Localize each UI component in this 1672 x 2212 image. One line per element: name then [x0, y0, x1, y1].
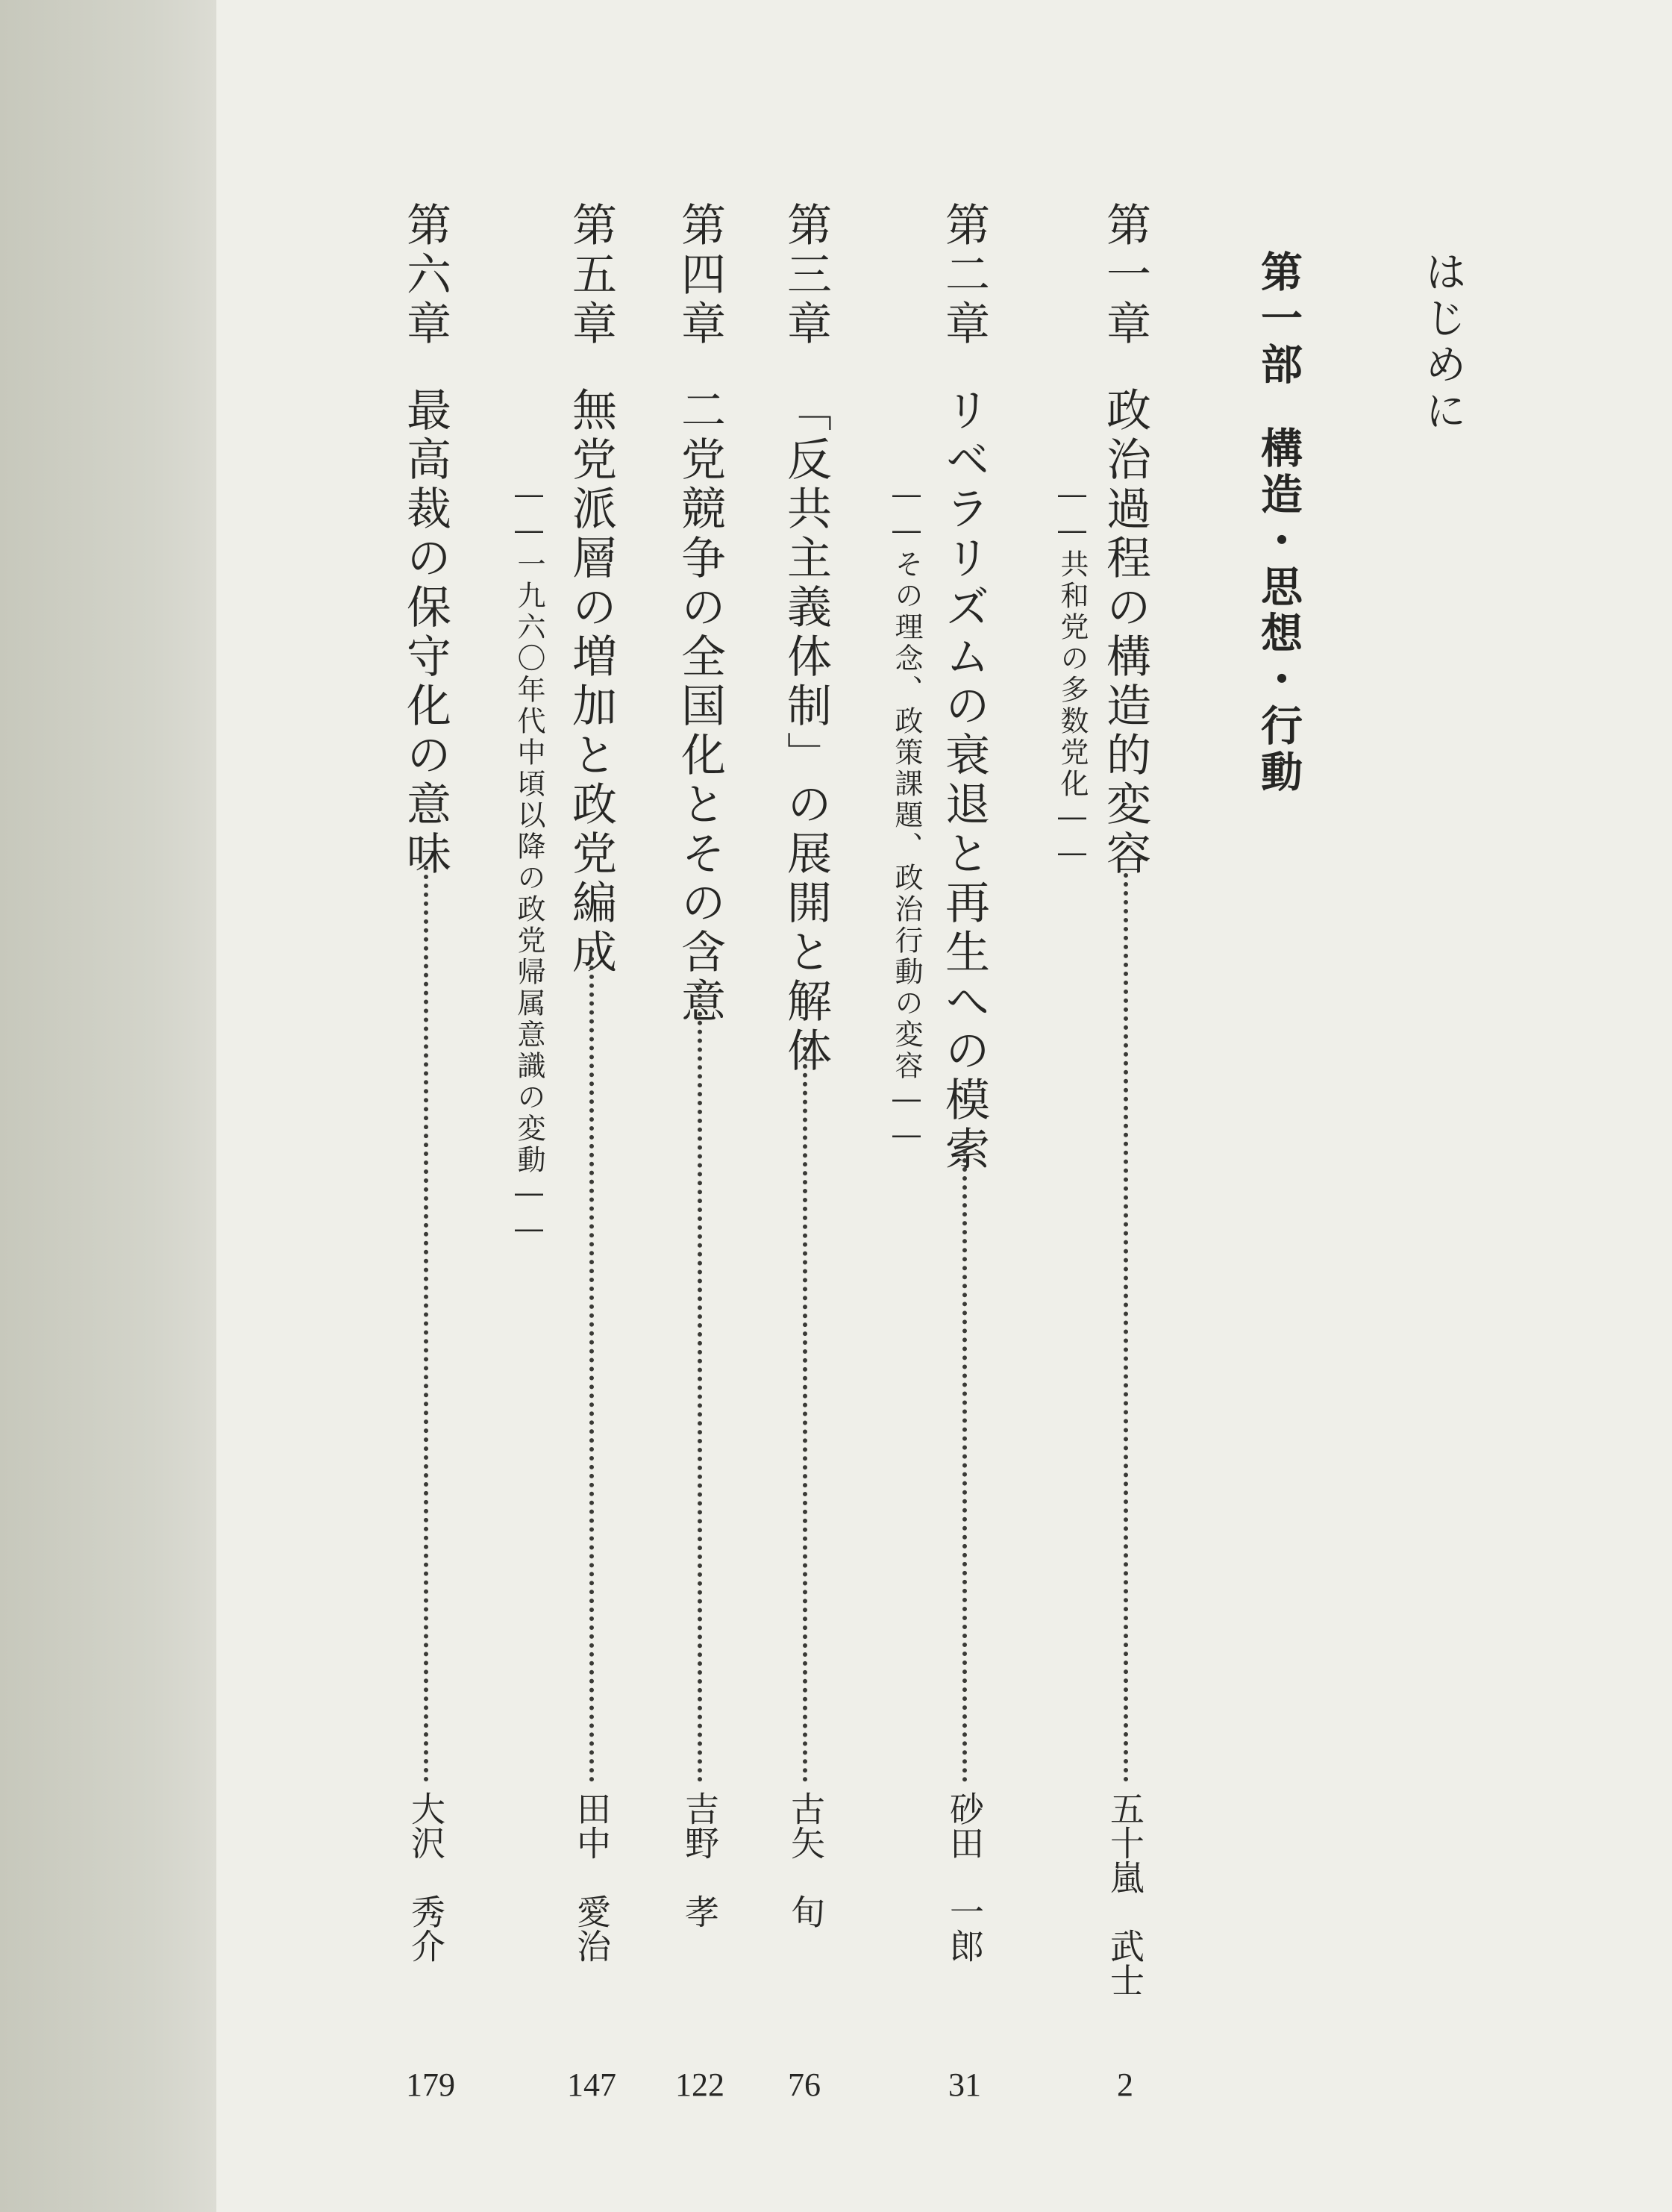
chapter-3-number: 第三章 — [780, 201, 832, 349]
chapter-5-title: 無党派層の増加と政党編成 — [565, 387, 617, 978]
chapter-5-subtitle: ――一九六〇年代中頃以降の政党帰属意識の変動―― — [513, 478, 545, 1248]
chapter-5-number: 第五章 — [565, 201, 617, 349]
chapter-5-page: 147 — [567, 2066, 616, 2103]
chapter-3-page: 76 — [788, 2066, 821, 2103]
part-heading — [1254, 250, 1303, 796]
chapter-3-author: 古矢 旬 — [786, 1791, 826, 1928]
chapter-6-title: 最高裁の保守化の意味 — [399, 387, 451, 879]
chapter-1-number: 第一章 — [1099, 201, 1151, 349]
chapter-6-number: 第六章 — [399, 201, 451, 349]
chapter-2-title: リベラリズムの衰退と再生への模索 — [938, 387, 990, 1175]
chapter-6-heading — [399, 201, 451, 879]
chapter-3-title: 「反共主義体制」の展開と解体 — [780, 387, 832, 1076]
part-title: 構造・思想・行動 — [1254, 426, 1303, 796]
chapter-2-page: 31 — [948, 2066, 981, 2103]
chapter-3-leader — [803, 1037, 807, 1782]
chapter-1-title: 政治過程の構造的変容 — [1099, 387, 1151, 879]
chapter-2-number: 第二章 — [938, 201, 990, 349]
chapter-1-subtitle: ――共和党の多数党化―― — [1056, 478, 1089, 872]
chapter-5-author: 田中 愛治 — [572, 1791, 612, 1963]
part-label: 第一部 — [1254, 250, 1303, 389]
chapter-1-heading — [1099, 201, 1151, 879]
chapter-2-leader — [962, 1149, 967, 1782]
chapter-6-author: 大沢 秀介 — [406, 1791, 446, 1963]
chapter-2-author: 砂田 一郎 — [945, 1791, 985, 1963]
intro-heading: はじめに — [1418, 250, 1467, 435]
chapter-1-page: 2 — [1117, 2066, 1133, 2103]
chapter-4-author: 吉野 孝 — [680, 1791, 720, 1928]
chapter-4-title: 二党競争の全国化とその含意 — [674, 387, 726, 1027]
chapter-6-page: 179 — [406, 2066, 455, 2103]
chapter-1-leader — [1124, 873, 1128, 1782]
chapter-5-leader — [589, 948, 594, 1782]
chapter-6-leader — [424, 866, 428, 1782]
chapter-2-heading — [938, 201, 990, 1175]
book-gutter-shadow — [0, 0, 216, 2212]
chapter-4-page: 122 — [675, 2066, 724, 2103]
chapter-1-author: 五十嵐 武士 — [1105, 1791, 1145, 1997]
chapter-4-number: 第四章 — [674, 201, 726, 349]
chapter-4-heading — [674, 201, 726, 1027]
chapter-5-heading — [565, 201, 617, 978]
chapter-2-subtitle: ――その理念、政策課題、政治行動の変容―― — [890, 478, 923, 1154]
chapter-4-leader — [698, 985, 702, 1782]
chapter-3-heading — [780, 201, 832, 1076]
